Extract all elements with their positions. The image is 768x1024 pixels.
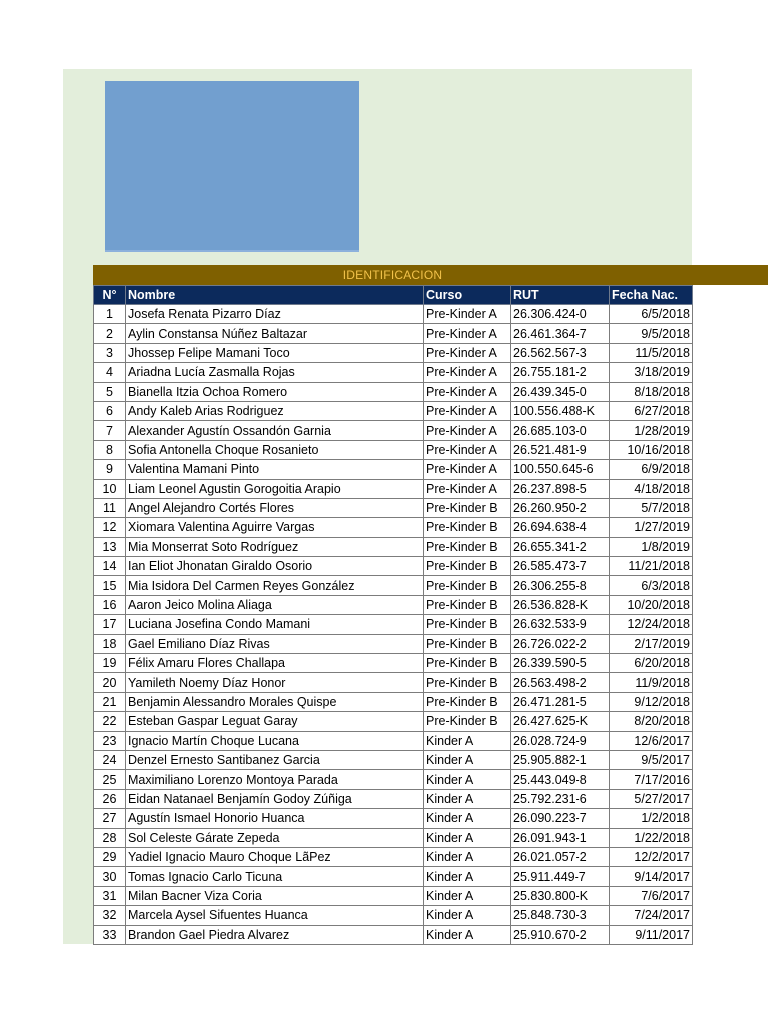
rut-cell: 26.536.828-K (511, 595, 610, 614)
student-name-cell: Josefa Renata Pizarro Díaz (126, 305, 424, 324)
student-photo-placeholder (105, 81, 359, 252)
course-cell: Pre-Kinder B (424, 537, 511, 556)
course-cell: Pre-Kinder A (424, 421, 511, 440)
table-row (94, 557, 693, 576)
birth-date-cell: 1/28/2019 (610, 421, 693, 440)
birth-date-cell: 9/5/2018 (610, 324, 693, 343)
student-name-cell: Agustín Ismael Honorio Huanca (126, 809, 424, 828)
student-name-cell: Liam Leonel Agustin Gorogoitia Arapio (126, 479, 424, 498)
rut-cell: 26.471.281-5 (511, 692, 610, 711)
course-cell: Kinder A (424, 770, 511, 789)
rut-cell: 26.090.223-7 (511, 809, 610, 828)
student-name-cell: Sofia Antonella Choque Rosanieto (126, 440, 424, 459)
row-number-cell: 14 (94, 557, 126, 576)
birth-date-cell: 8/18/2018 (610, 382, 693, 401)
birth-date-cell: 1/22/2018 (610, 828, 693, 847)
birth-date-cell: 11/5/2018 (610, 343, 693, 362)
birth-date-cell: 12/6/2017 (610, 731, 693, 750)
course-cell: Pre-Kinder B (424, 654, 511, 673)
student-name-cell: Aaron Jeico Molina Aliaga (126, 595, 424, 614)
rut-cell: 26.632.533-9 (511, 615, 610, 634)
rut-cell: 26.439.345-0 (511, 382, 610, 401)
birth-date-cell: 9/5/2017 (610, 750, 693, 769)
birth-date-cell: 6/5/2018 (610, 305, 693, 324)
course-cell: Pre-Kinder B (424, 673, 511, 692)
table-row (94, 615, 693, 634)
rut-cell: 26.021.057-2 (511, 847, 610, 866)
table-row (94, 460, 693, 479)
student-name-cell: Yamileth Noemy Díaz Honor (126, 673, 424, 692)
student-name-cell: Jhossep Felipe Mamani Toco (126, 343, 424, 362)
student-name-cell: Bianella Itzia Ochoa Romero (126, 382, 424, 401)
student-roster-table (93, 285, 693, 945)
course-cell: Pre-Kinder B (424, 518, 511, 537)
table-row (94, 634, 693, 653)
table-row (94, 886, 693, 905)
student-name-cell: Mia Monserrat Soto Rodríguez (126, 537, 424, 556)
rut-cell: 26.521.481-9 (511, 440, 610, 459)
student-name-cell: Angel Alejandro Cortés Flores (126, 498, 424, 517)
course-cell: Kinder A (424, 828, 511, 847)
table-row (94, 770, 693, 789)
section-header-band (93, 265, 768, 285)
column-header-number: N° (94, 286, 126, 305)
course-cell: Kinder A (424, 750, 511, 769)
row-number-cell: 8 (94, 440, 126, 459)
rut-cell: 26.427.625-K (511, 712, 610, 731)
row-number-cell: 25 (94, 770, 126, 789)
rut-cell: 26.306.424-0 (511, 305, 610, 324)
row-number-cell: 7 (94, 421, 126, 440)
column-header-rut: RUT (511, 286, 610, 305)
student-name-cell: Tomas Ignacio Carlo Ticuna (126, 867, 424, 886)
row-number-cell: 19 (94, 654, 126, 673)
student-name-cell: Alexander Agustín Ossandón Garnia (126, 421, 424, 440)
student-name-cell: Yadiel Ignacio Mauro Choque LãPez (126, 847, 424, 866)
course-cell: Kinder A (424, 809, 511, 828)
rut-cell: 25.792.231-6 (511, 789, 610, 808)
table-row (94, 324, 693, 343)
table-row (94, 537, 693, 556)
course-cell: Pre-Kinder A (424, 363, 511, 382)
birth-date-cell: 1/27/2019 (610, 518, 693, 537)
course-cell: Kinder A (424, 847, 511, 866)
table-row (94, 421, 693, 440)
rut-cell: 26.562.567-3 (511, 343, 610, 362)
table-row (94, 809, 693, 828)
student-name-cell: Valentina Mamani Pinto (126, 460, 424, 479)
birth-date-cell: 6/20/2018 (610, 654, 693, 673)
student-name-cell: Ariadna Lucía Zasmalla Rojas (126, 363, 424, 382)
table-row (94, 595, 693, 614)
birth-date-cell: 4/18/2018 (610, 479, 693, 498)
section-title: IDENTIFICACION (342, 268, 443, 282)
birth-date-cell: 1/8/2019 (610, 537, 693, 556)
rut-cell: 26.260.950-2 (511, 498, 610, 517)
row-number-cell: 29 (94, 847, 126, 866)
birth-date-cell: 9/11/2017 (610, 925, 693, 944)
table-row (94, 382, 693, 401)
rut-cell: 25.443.049-8 (511, 770, 610, 789)
row-number-cell: 16 (94, 595, 126, 614)
birth-date-cell: 8/20/2018 (610, 712, 693, 731)
rut-cell: 26.306.255-8 (511, 576, 610, 595)
row-number-cell: 4 (94, 363, 126, 382)
row-number-cell: 9 (94, 460, 126, 479)
row-number-cell: 26 (94, 789, 126, 808)
table-row (94, 363, 693, 382)
birth-date-cell: 2/17/2019 (610, 634, 693, 653)
course-cell: Pre-Kinder A (424, 382, 511, 401)
table-row (94, 654, 693, 673)
rut-cell: 26.028.724-9 (511, 731, 610, 750)
birth-date-cell: 5/7/2018 (610, 498, 693, 517)
table-row (94, 867, 693, 886)
row-number-cell: 21 (94, 692, 126, 711)
row-number-cell: 24 (94, 750, 126, 769)
rut-cell: 26.694.638-4 (511, 518, 610, 537)
rut-cell: 26.655.341-2 (511, 537, 610, 556)
row-number-cell: 22 (94, 712, 126, 731)
column-header-course: Curso (424, 286, 511, 305)
table-row (94, 789, 693, 808)
table-row (94, 305, 693, 324)
row-number-cell: 10 (94, 479, 126, 498)
student-name-cell: Félix Amaru Flores Challapa (126, 654, 424, 673)
course-cell: Pre-Kinder A (424, 305, 511, 324)
table-row (94, 401, 693, 420)
rut-cell: 26.091.943-1 (511, 828, 610, 847)
table-row (94, 828, 693, 847)
row-number-cell: 32 (94, 906, 126, 925)
course-cell: Pre-Kinder B (424, 634, 511, 653)
student-name-cell: Marcela Aysel Sifuentes Huanca (126, 906, 424, 925)
rut-cell: 100.550.645-6 (511, 460, 610, 479)
student-name-cell: Gael Emiliano Díaz Rivas (126, 634, 424, 653)
row-number-cell: 23 (94, 731, 126, 750)
student-name-cell: Milan Bacner Viza Coria (126, 886, 424, 905)
table-row (94, 440, 693, 459)
course-cell: Kinder A (424, 789, 511, 808)
course-cell: Pre-Kinder A (424, 479, 511, 498)
rut-cell: 25.830.800-K (511, 886, 610, 905)
row-number-cell: 15 (94, 576, 126, 595)
rut-cell: 100.556.488-K (511, 401, 610, 420)
course-cell: Kinder A (424, 731, 511, 750)
birth-date-cell: 6/27/2018 (610, 401, 693, 420)
course-cell: Pre-Kinder A (424, 460, 511, 479)
table-row (94, 576, 693, 595)
column-header-birthdate: Fecha Nac. (610, 286, 693, 305)
course-cell: Pre-Kinder B (424, 712, 511, 731)
course-cell: Pre-Kinder B (424, 576, 511, 595)
row-number-cell: 27 (94, 809, 126, 828)
row-number-cell: 18 (94, 634, 126, 653)
table-row (94, 498, 693, 517)
course-cell: Pre-Kinder A (424, 324, 511, 343)
student-name-cell: Andy Kaleb Arias Rodriguez (126, 401, 424, 420)
course-cell: Pre-Kinder A (424, 401, 511, 420)
student-name-cell: Brandon Gael Piedra Alvarez (126, 925, 424, 944)
rut-cell: 26.755.181-2 (511, 363, 610, 382)
table-row (94, 925, 693, 944)
table-row (94, 673, 693, 692)
student-name-cell: Benjamin Alessandro Morales Quispe (126, 692, 424, 711)
course-cell: Kinder A (424, 906, 511, 925)
course-cell: Pre-Kinder B (424, 557, 511, 576)
row-number-cell: 2 (94, 324, 126, 343)
row-number-cell: 5 (94, 382, 126, 401)
row-number-cell: 6 (94, 401, 126, 420)
table-row (94, 750, 693, 769)
table-header-row (94, 286, 693, 305)
row-number-cell: 3 (94, 343, 126, 362)
row-number-cell: 1 (94, 305, 126, 324)
birth-date-cell: 10/16/2018 (610, 440, 693, 459)
student-name-cell: Ian Eliot Jhonatan Giraldo Osorio (126, 557, 424, 576)
row-number-cell: 33 (94, 925, 126, 944)
table-row (94, 343, 693, 362)
column-header-name: Nombre (126, 286, 424, 305)
table-row (94, 518, 693, 537)
row-number-cell: 11 (94, 498, 126, 517)
birth-date-cell: 1/2/2018 (610, 809, 693, 828)
rut-cell: 26.685.103-0 (511, 421, 610, 440)
table-row (94, 712, 693, 731)
student-name-cell: Luciana Josefina Condo Mamani (126, 615, 424, 634)
course-cell: Kinder A (424, 867, 511, 886)
rut-cell: 26.339.590-5 (511, 654, 610, 673)
course-cell: Kinder A (424, 886, 511, 905)
birth-date-cell: 6/9/2018 (610, 460, 693, 479)
rut-cell: 25.905.882-1 (511, 750, 610, 769)
course-cell: Pre-Kinder A (424, 343, 511, 362)
row-number-cell: 13 (94, 537, 126, 556)
row-number-cell: 28 (94, 828, 126, 847)
birth-date-cell: 12/24/2018 (610, 615, 693, 634)
row-number-cell: 30 (94, 867, 126, 886)
course-cell: Pre-Kinder B (424, 595, 511, 614)
row-number-cell: 31 (94, 886, 126, 905)
birth-date-cell: 11/21/2018 (610, 557, 693, 576)
birth-date-cell: 7/24/2017 (610, 906, 693, 925)
rut-cell: 26.585.473-7 (511, 557, 610, 576)
rut-cell: 25.911.449-7 (511, 867, 610, 886)
birth-date-cell: 6/3/2018 (610, 576, 693, 595)
birth-date-cell: 10/20/2018 (610, 595, 693, 614)
table-row (94, 692, 693, 711)
table-row (94, 906, 693, 925)
table-row (94, 479, 693, 498)
course-cell: Pre-Kinder B (424, 498, 511, 517)
student-name-cell: Eidan Natanael Benjamín Godoy Zúñiga (126, 789, 424, 808)
table-row (94, 731, 693, 750)
birth-date-cell: 3/18/2019 (610, 363, 693, 382)
row-number-cell: 20 (94, 673, 126, 692)
birth-date-cell: 11/9/2018 (610, 673, 693, 692)
rut-cell: 25.848.730-3 (511, 906, 610, 925)
birth-date-cell: 12/2/2017 (610, 847, 693, 866)
student-name-cell: Xiomara Valentina Aguirre Vargas (126, 518, 424, 537)
table-row (94, 847, 693, 866)
course-cell: Pre-Kinder B (424, 692, 511, 711)
row-number-cell: 17 (94, 615, 126, 634)
student-name-cell: Mia Isidora Del Carmen Reyes González (126, 576, 424, 595)
rut-cell: 25.910.670-2 (511, 925, 610, 944)
birth-date-cell: 7/17/2016 (610, 770, 693, 789)
course-cell: Pre-Kinder A (424, 440, 511, 459)
rut-cell: 26.237.898-5 (511, 479, 610, 498)
student-name-cell: Aylin Constansa Núñez Baltazar (126, 324, 424, 343)
student-name-cell: Esteban Gaspar Leguat Garay (126, 712, 424, 731)
birth-date-cell: 9/12/2018 (610, 692, 693, 711)
rut-cell: 26.563.498-2 (511, 673, 610, 692)
birth-date-cell: 5/27/2017 (610, 789, 693, 808)
course-cell: Kinder A (424, 925, 511, 944)
rut-cell: 26.726.022-2 (511, 634, 610, 653)
rut-cell: 26.461.364-7 (511, 324, 610, 343)
student-name-cell: Denzel Ernesto Santibanez Garcia (126, 750, 424, 769)
student-name-cell: Maximiliano Lorenzo Montoya Parada (126, 770, 424, 789)
row-number-cell: 12 (94, 518, 126, 537)
birth-date-cell: 7/6/2017 (610, 886, 693, 905)
birth-date-cell: 9/14/2017 (610, 867, 693, 886)
course-cell: Pre-Kinder B (424, 615, 511, 634)
student-name-cell: Ignacio Martín Choque Lucana (126, 731, 424, 750)
student-name-cell: Sol Celeste Gárate Zepeda (126, 828, 424, 847)
